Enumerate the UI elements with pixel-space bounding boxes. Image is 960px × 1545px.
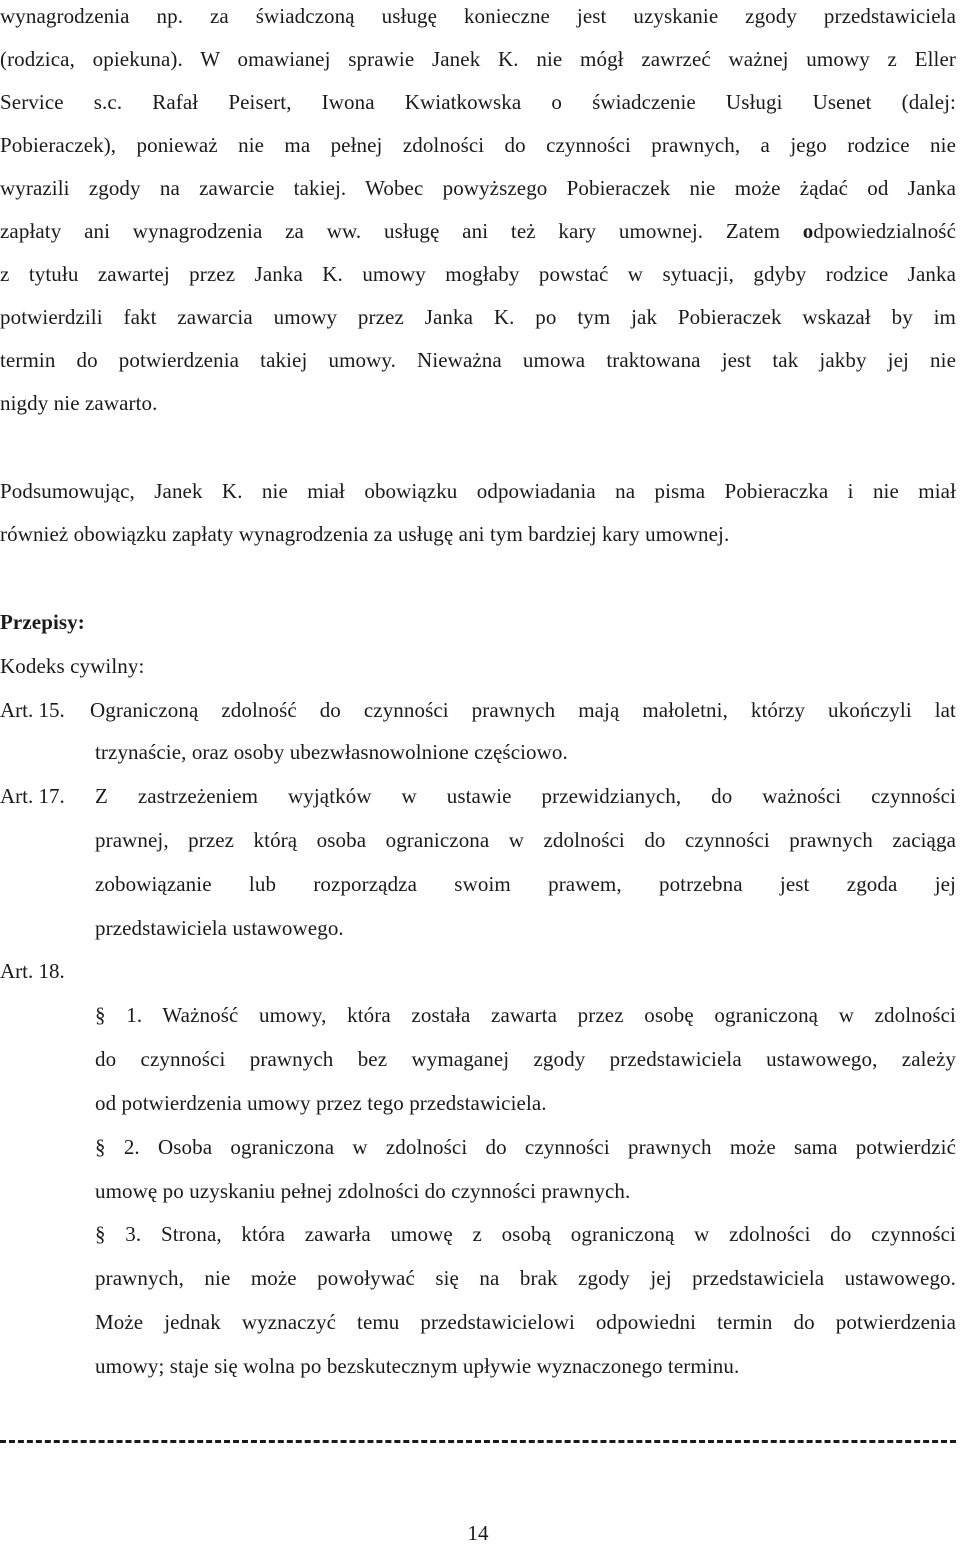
article-text-line: umowę po uzyskaniu pełnej zdolności do czynności prawnych. bbox=[95, 1179, 631, 1203]
article-text-line: § 1. Ważność umowy, która została zawarta przez osobę ograniczoną w zdolności bbox=[95, 1003, 956, 1027]
article-text-line: zobowiązanie lub rozporządza swoim prawem, potrzebna jest zgoda jej bbox=[95, 872, 956, 896]
section-heading: Przepisy: bbox=[0, 610, 85, 634]
article-text-line: Z zastrzeżeniem wyjątków w ustawie przewidzianych, do ważności czynności bbox=[95, 784, 956, 808]
article-label: Art. 18. bbox=[0, 959, 65, 983]
dashed-separator bbox=[0, 1440, 956, 1443]
article-text-line: do czynności prawnych bez wymaganej zgody przedstawiciela ustawowego, zależy bbox=[95, 1047, 956, 1071]
text-line: Pobieraczek), ponieważ nie ma pełnej zdolności do czynności prawnych, a jego rodzice nie bbox=[0, 133, 956, 157]
text-line: z tytułu zawartej przez Janka K. umowy mogłaby powstać w sytuacji, gdyby rodzice Janka bbox=[0, 262, 956, 286]
article-label: Art. 17. bbox=[0, 784, 65, 808]
text-line: wynagrodzenia np. za świadczoną usługę konieczne jest uzyskanie zgody przedstawiciela bbox=[0, 4, 956, 28]
text-line-with-bold bbox=[0, 221, 956, 242]
article-text-line: prawnej, przez którą osoba ograniczona w zdolności do czynności prawnych zaciąga bbox=[95, 828, 956, 852]
page-number: 14 bbox=[467, 1521, 489, 1545]
text-segment: dpowiedzialność bbox=[813, 219, 956, 243]
text-line: Service s.c. Rafał Peisert, Iwona Kwiatkowska o świadczenie Usługi Usenet (dalej: bbox=[0, 90, 956, 114]
text-line: wyrazili zgody na zawarcie takiej. Wobec powyższego Pobieraczek nie może żądać od Janka bbox=[0, 176, 956, 200]
text-line: termin do potwierdzenia takiej umowy. Nieważna umowa traktowana jest tak jakby jej nie bbox=[0, 348, 956, 372]
article-text-line: Ograniczoną zdolność do czynności prawnych mają małoletni, którzy ukończyli lat bbox=[90, 698, 956, 722]
article-text-line: od potwierdzenia umowy przez tego przedstawiciela. bbox=[95, 1091, 547, 1115]
article-text-line: trzynaście, oraz osoby ubezwłasnowolnione częściowo. bbox=[95, 740, 568, 764]
article-text-line: § 2. Osoba ograniczona w zdolności do czynności prawnych może sama potwierdzić bbox=[95, 1135, 956, 1159]
text-line: również obowiązku zapłaty wynagrodzenia za usługę ani tym bardziej kary umownej. bbox=[0, 522, 730, 546]
text-line: (rodzica, opiekuna). W omawianej sprawie Janek K. nie mógł zawrzeć ważnej umowy z Eller bbox=[0, 47, 956, 71]
text-line: nigdy nie zawarto. bbox=[0, 391, 158, 415]
article-text-line: Może jednak wyznaczyć temu przedstawicielowi odpowiedni termin do potwierdzenia bbox=[95, 1310, 956, 1334]
code-name: Kodeks cywilny: bbox=[0, 654, 145, 678]
article-text-line: umowy; staje się wolna po bezskutecznym upływie wyznaczonego terminu. bbox=[95, 1354, 740, 1378]
article-text-line: przedstawiciela ustawowego. bbox=[95, 916, 344, 940]
text-line: Podsumowując, Janek K. nie miał obowiązku odpowiadania na pisma Pobieraczka i nie miał bbox=[0, 479, 956, 503]
bold-character: o bbox=[802, 219, 814, 243]
article-text-line: prawnych, nie może powoływać się na brak zgody jej przedstawiciela ustawowego. bbox=[95, 1266, 956, 1290]
text-line: potwierdzili fakt zawarcia umowy przez Janka K. po tym jak Pobieraczek wskazał by im bbox=[0, 305, 956, 329]
article-text-line: § 3. Strona, która zawarła umowę z osobą ograniczoną w zdolności do czynności bbox=[95, 1222, 956, 1246]
article-label: Art. 15. bbox=[0, 698, 65, 722]
text-segment: zapłaty ani wynagrodzenia za ww. usługę ani też kary umownej. Zatem bbox=[0, 219, 803, 243]
